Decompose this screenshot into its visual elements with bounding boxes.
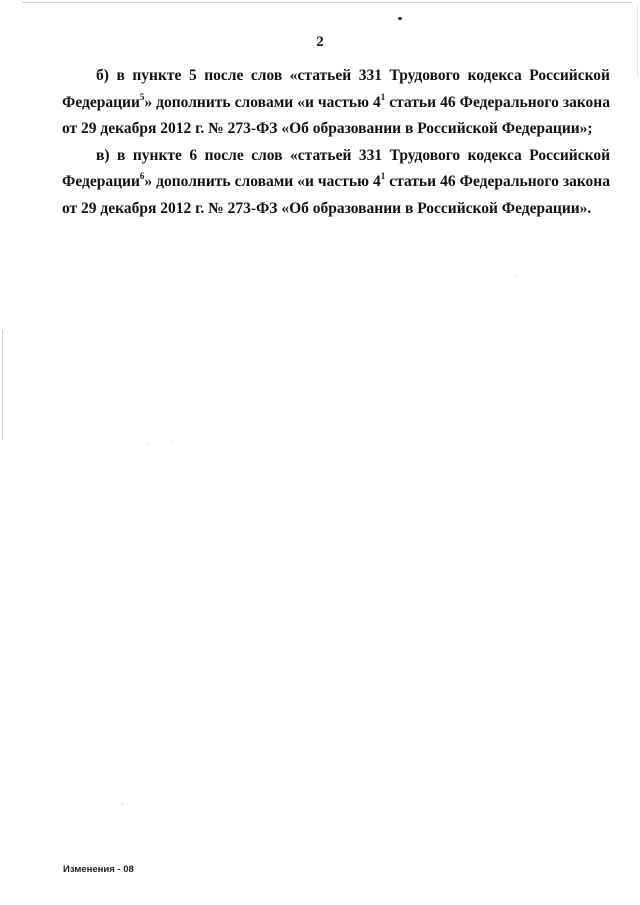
text-line	[62, 90, 610, 117]
text-span: Федерации	[62, 173, 140, 190]
text-span: в) в пункте 6 после слов «статьей 331 Трудового кодекса Российской	[96, 146, 610, 164]
scan-speck	[516, 276, 517, 277]
footer-label: Изменения - 08	[63, 864, 134, 875]
scan-speck	[122, 803, 123, 804]
footnote-ref: 5	[139, 91, 145, 102]
text-line	[62, 196, 610, 223]
text-span: от 29 декабря 2012 г. № 273-ФЗ «Об образовании в Российской Федерации».	[62, 199, 592, 217]
paragraph-b	[62, 63, 610, 143]
superscript: 1	[380, 171, 386, 181]
text-line	[62, 63, 610, 90]
text-span: статьи 46 Федерального закона	[385, 93, 610, 111]
body-text	[62, 63, 610, 222]
scan-edge-top	[22, 2, 632, 3]
scan-edge-left	[2, 330, 3, 440]
text-line	[62, 169, 610, 196]
text-span: от 29 декабря 2012 г. № 273-ФЗ «Об образовании в Российской Федерации»;	[62, 120, 593, 137]
scan-dot	[398, 17, 402, 20]
page-number: 2	[316, 34, 324, 50]
scan-speck	[172, 441, 173, 442]
text-line	[62, 116, 610, 143]
text-span: статьи 46 Федерального закона	[385, 173, 610, 190]
superscript: 1	[380, 91, 386, 102]
text-span: » дополнить словами «и частью 4	[144, 173, 381, 190]
text-line	[62, 143, 610, 170]
text-span: » дополнить словами «и частью 4	[144, 93, 381, 111]
footnote-ref: 6	[139, 171, 145, 181]
text-span: б) в пункте 5 после слов «статьей 331 Трудового кодекса Российской	[96, 67, 610, 84]
text-span: Федерации	[62, 93, 140, 111]
paragraph-v	[62, 143, 610, 223]
scan-speck	[148, 443, 149, 444]
